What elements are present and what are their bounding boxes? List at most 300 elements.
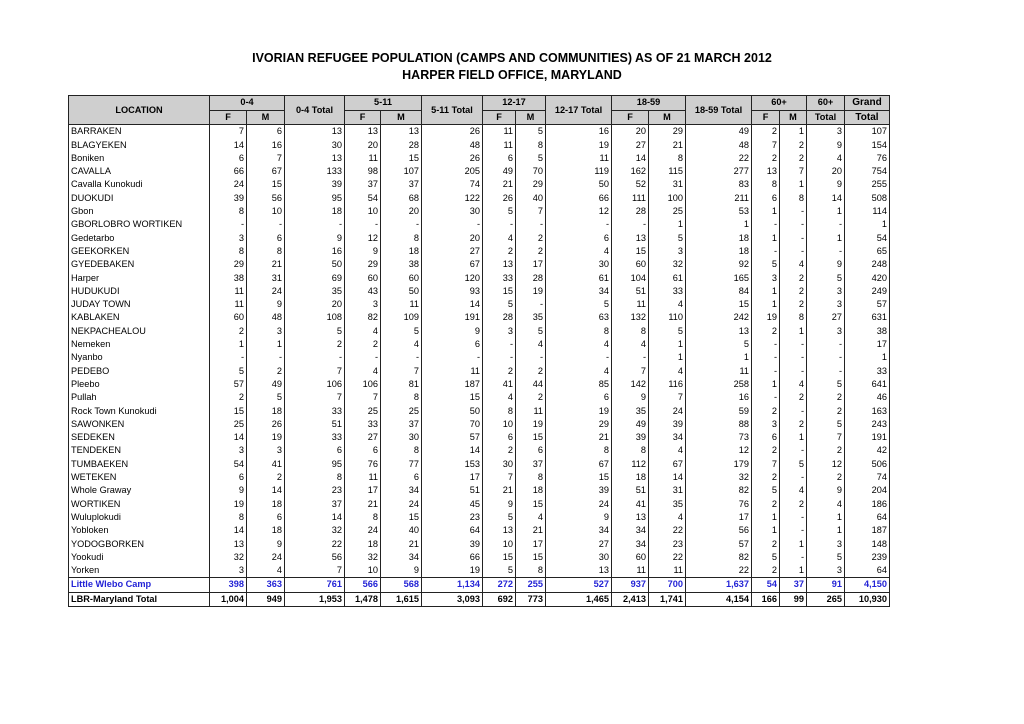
value-cell: 700 [649,578,686,592]
value-cell: 107 [845,125,890,139]
value-cell: 40 [516,192,546,205]
table-row [69,205,890,218]
value-cell: - [422,218,483,231]
value-cell: 37 [780,578,807,592]
value-cell: 8 [752,178,780,191]
value-cell: 2 [752,538,780,551]
value-cell: 2 [780,391,807,404]
value-cell: 13 [381,125,422,139]
value-cell: 508 [845,192,890,205]
location-cell: BARRAKEN [69,125,210,139]
title-line-2: HARPER FIELD OFFICE, MARYLAND [402,68,622,82]
value-cell: 56 [686,524,752,537]
value-cell: 54 [345,192,381,205]
value-cell: 26 [247,418,285,431]
value-cell: 566 [345,578,381,592]
value-cell: 641 [845,378,890,391]
value-cell: - [285,218,345,231]
value-cell: 13 [752,165,780,178]
value-cell: - [752,338,780,351]
value-cell: 773 [516,592,546,606]
value-cell: 1 [752,524,780,537]
population-table [68,95,890,607]
value-cell: 108 [285,311,345,324]
value-cell: - [752,245,780,258]
value-cell: 15 [516,498,546,511]
value-cell: 19 [210,498,247,511]
value-cell: - [381,351,422,364]
value-cell: 2 [516,232,546,245]
value-cell: 1 [752,378,780,391]
table-row [69,418,890,431]
value-cell: 1 [807,524,845,537]
header-age-5-11: 5-11 [345,96,422,111]
value-cell: 14 [247,484,285,497]
value-cell: 18 [381,245,422,258]
location-cell: TENDEKEN [69,444,210,457]
value-cell: 60 [345,272,381,285]
value-cell: 153 [422,458,483,471]
value-cell: 6 [247,125,285,139]
value-cell: 10 [483,538,516,551]
value-cell: 9 [483,498,516,511]
value-cell: 3 [247,444,285,457]
table-row [69,298,890,311]
value-cell: 4 [780,378,807,391]
value-cell: 29 [516,178,546,191]
value-cell: 5 [210,365,247,378]
value-cell: - [807,351,845,364]
value-cell: 7 [649,391,686,404]
value-cell: 42 [845,444,890,457]
value-cell: 11 [381,298,422,311]
value-cell: 28 [381,139,422,152]
value-cell: 32 [285,524,345,537]
value-cell: - [483,351,516,364]
value-cell: 14 [210,139,247,152]
value-cell: 8 [516,471,546,484]
value-cell: 37 [345,178,381,191]
value-cell: 14 [210,524,247,537]
value-cell: 34 [649,431,686,444]
value-cell: 2 [780,285,807,298]
value-cell: 5 [752,551,780,564]
location-cell: Pleebo [69,378,210,391]
value-cell: 186 [845,498,890,511]
value-cell: 116 [649,378,686,391]
value-cell: 14 [285,511,345,524]
value-cell: 119 [546,165,612,178]
value-cell: 2 [752,125,780,139]
value-cell: 24 [546,498,612,511]
value-cell: 6 [546,232,612,245]
value-cell: 18 [247,524,285,537]
value-cell: 5 [516,125,546,139]
location-cell: Nemeken [69,338,210,351]
value-cell: 3 [483,325,516,338]
value-cell: 6 [381,471,422,484]
location-cell: Rock Town Kunokudi [69,405,210,418]
value-cell: - [780,205,807,218]
value-cell: 2 [247,471,285,484]
header-grand-bottom: Total [845,111,890,125]
value-cell: 5 [807,378,845,391]
header-m: M [516,111,546,125]
value-cell: 50 [546,178,612,191]
location-cell: GYEDEBAKEN [69,258,210,271]
value-cell: 5 [483,298,516,311]
value-cell: - [516,351,546,364]
value-cell: 1 [752,511,780,524]
value-cell: 32 [345,551,381,564]
value-cell: 22 [686,564,752,578]
value-cell: 1 [780,564,807,578]
value-cell: 7 [345,391,381,404]
location-cell: WETEKEN [69,471,210,484]
value-cell: 17 [422,471,483,484]
value-cell: 22 [649,551,686,564]
table-row [69,258,890,271]
value-cell: 2,413 [612,592,649,606]
value-cell: 37 [381,418,422,431]
value-cell: - [612,218,649,231]
value-cell: 2 [483,444,516,457]
value-cell: 15 [483,551,516,564]
value-cell: 20 [381,205,422,218]
value-cell: 66 [210,165,247,178]
location-cell: Cavalla Kunokudi [69,178,210,191]
value-cell: 10,930 [845,592,890,606]
value-cell: 22 [649,524,686,537]
value-cell: 29 [210,258,247,271]
value-cell: - [780,245,807,258]
value-cell: 761 [285,578,345,592]
value-cell: 9 [247,538,285,551]
location-cell: YODOGBORKEN [69,538,210,551]
value-cell: 49 [686,125,752,139]
value-cell: 4 [516,511,546,524]
value-cell: 8 [381,391,422,404]
value-cell: 19 [247,431,285,444]
value-cell: 37 [285,498,345,511]
value-cell: 4,154 [686,592,752,606]
value-cell: 20 [807,165,845,178]
value-cell: 60 [381,272,422,285]
value-cell: 5 [483,205,516,218]
value-cell: 11 [546,152,612,165]
value-cell: 17 [516,258,546,271]
value-cell: 4 [807,498,845,511]
value-cell: - [807,338,845,351]
value-cell: 2 [516,245,546,258]
value-cell: 48 [247,311,285,324]
value-cell: 9 [612,391,649,404]
value-cell: 4 [780,484,807,497]
value-cell: 35 [649,498,686,511]
value-cell: 13 [686,325,752,338]
value-cell: 56 [247,192,285,205]
location-cell: Gedetarbo [69,232,210,245]
table-row [69,125,890,139]
value-cell: 67 [247,165,285,178]
value-cell: 6 [285,444,345,457]
location-cell: Yorken [69,564,210,578]
value-cell: 21 [345,498,381,511]
value-cell: 76 [686,498,752,511]
value-cell: 8 [612,325,649,338]
value-cell: 166 [752,592,780,606]
value-cell: 398 [210,578,247,592]
value-cell: 13 [285,125,345,139]
value-cell: 95 [285,192,345,205]
value-cell: 1,953 [285,592,345,606]
location-cell: DUOKUDI [69,192,210,205]
location-cell: Gbon [69,205,210,218]
value-cell: 21 [483,484,516,497]
value-cell: 1 [752,205,780,218]
value-cell: 4 [807,152,845,165]
value-cell: 14 [649,471,686,484]
value-cell: - [780,524,807,537]
location-cell: WORTIKEN [69,498,210,511]
value-cell: 7 [752,458,780,471]
value-cell: 163 [845,405,890,418]
header-age-12-17: 12-17 [483,96,546,111]
value-cell: 81 [381,378,422,391]
value-cell: 1 [686,218,752,231]
value-cell: 50 [422,405,483,418]
value-cell: 11 [345,471,381,484]
value-cell: 20 [422,232,483,245]
value-cell: 5 [807,551,845,564]
value-cell: 39 [422,538,483,551]
value-cell: 35 [612,405,649,418]
value-cell: 85 [546,378,612,391]
value-cell: 1 [780,178,807,191]
value-cell: 33 [285,431,345,444]
value-cell: 5 [649,325,686,338]
value-cell: 83 [686,178,752,191]
value-cell: 3 [807,564,845,578]
table-row [69,498,890,511]
value-cell: 1 [752,285,780,298]
table-row [69,139,890,152]
value-cell: - [807,245,845,258]
value-cell: 9 [807,484,845,497]
value-cell: 165 [686,272,752,285]
value-cell: 162 [612,165,649,178]
table-row [69,444,890,457]
value-cell: 41 [612,498,649,511]
value-cell: 17 [516,538,546,551]
value-cell: 204 [845,484,890,497]
value-cell: 8 [546,444,612,457]
value-cell: 26 [483,192,516,205]
value-cell: - [483,218,516,231]
value-cell: 142 [612,378,649,391]
value-cell: 9 [807,139,845,152]
location-cell: KABLAKEN [69,311,210,324]
value-cell: 21 [381,538,422,551]
value-cell: 34 [546,285,612,298]
value-cell: 49 [483,165,516,178]
header-60-total-bottom: Total [807,111,845,125]
value-cell: 54 [845,232,890,245]
value-cell: 6 [345,444,381,457]
header-5-11-total: 5-11 Total [422,96,483,125]
value-cell: 179 [686,458,752,471]
value-cell: 120 [422,272,483,285]
value-cell: 3 [807,285,845,298]
value-cell: 6 [483,152,516,165]
value-cell: 4 [546,338,612,351]
value-cell: 7 [780,165,807,178]
table-row [69,511,890,524]
value-cell: 13 [210,538,247,551]
value-cell: 3,093 [422,592,483,606]
value-cell: 3 [345,298,381,311]
value-cell: 9 [422,325,483,338]
value-cell: 17 [686,511,752,524]
location-cell: BLAGYEKEN [69,139,210,152]
value-cell: 16 [247,139,285,152]
value-cell: 115 [649,165,686,178]
value-cell: 50 [381,285,422,298]
value-cell: 5 [546,298,612,311]
value-cell: 19 [752,311,780,324]
value-cell: 67 [649,458,686,471]
value-cell: 48 [422,139,483,152]
table-row [69,431,890,444]
value-cell: 30 [546,551,612,564]
value-cell: 54 [752,578,780,592]
value-cell: 754 [845,165,890,178]
location-cell: Yookudi [69,551,210,564]
value-cell: 46 [845,391,890,404]
value-cell: 95 [285,458,345,471]
value-cell: 77 [381,458,422,471]
location-cell: SAWONKEN [69,418,210,431]
value-cell: 30 [285,139,345,152]
value-cell: 21 [483,178,516,191]
value-cell: 68 [381,192,422,205]
value-cell: - [780,338,807,351]
value-cell: 21 [247,258,285,271]
value-cell: 5 [516,325,546,338]
value-cell: 5 [649,232,686,245]
value-cell: 109 [381,311,422,324]
value-cell: 7 [285,391,345,404]
value-cell: 112 [612,458,649,471]
value-cell: 39 [612,431,649,444]
value-cell: 23 [285,484,345,497]
value-cell: 12 [807,458,845,471]
value-cell: 2 [807,471,845,484]
value-cell: 4 [381,338,422,351]
value-cell: 2 [807,405,845,418]
value-cell: 8 [247,245,285,258]
value-cell: - [780,551,807,564]
value-cell: 15 [247,178,285,191]
value-cell: 14 [807,192,845,205]
value-cell: 40 [381,524,422,537]
value-cell: 27 [612,139,649,152]
header-m: M [649,111,686,125]
value-cell: 8 [649,152,686,165]
value-cell: 2 [752,564,780,578]
value-cell: 11 [516,405,546,418]
value-cell: 1 [686,351,752,364]
value-cell: 24 [381,498,422,511]
value-cell: - [612,351,649,364]
value-cell: - [546,218,612,231]
value-cell: 19 [546,405,612,418]
value-cell: 51 [285,418,345,431]
value-cell: 74 [845,471,890,484]
table-row [69,165,890,178]
value-cell: 133 [285,165,345,178]
value-cell: 48 [686,139,752,152]
location-cell: Whole Graway [69,484,210,497]
value-cell: 242 [686,311,752,324]
value-cell: - [247,218,285,231]
table-row [69,272,890,285]
value-cell: 1 [807,232,845,245]
value-cell: 29 [546,418,612,431]
value-cell: 8 [210,511,247,524]
value-cell: 37 [381,178,422,191]
value-cell: 5 [247,391,285,404]
value-cell: 6 [516,444,546,457]
value-cell: 24 [247,551,285,564]
value-cell: 56 [285,551,345,564]
value-cell: 25 [649,205,686,218]
value-cell: 1,637 [686,578,752,592]
value-cell: 60 [612,551,649,564]
value-cell: 39 [546,484,612,497]
location-cell: GEEKORKEN [69,245,210,258]
value-cell: 2 [516,365,546,378]
value-cell: 13 [612,232,649,245]
header-60-total-top: 60+ [807,96,845,111]
value-cell: 1 [649,351,686,364]
value-cell: 1,615 [381,592,422,606]
value-cell: 25 [210,418,247,431]
value-cell: 65 [845,245,890,258]
value-cell: 255 [845,178,890,191]
value-cell: 21 [516,524,546,537]
value-cell: 27 [546,538,612,551]
value-cell: - [780,218,807,231]
value-cell: 15 [516,551,546,564]
value-cell: 22 [686,152,752,165]
value-cell: 88 [686,418,752,431]
value-cell: 9 [210,484,247,497]
value-cell: 9 [285,232,345,245]
table-row [69,285,890,298]
value-cell: - [210,218,247,231]
value-cell: 107 [381,165,422,178]
value-cell: 60 [210,311,247,324]
value-cell: 5 [807,272,845,285]
value-cell: - [752,218,780,231]
value-cell: - [780,365,807,378]
value-cell: 10 [345,564,381,578]
value-cell: 5 [483,511,516,524]
location-cell: GBORLOBRO WORTIKEN [69,218,210,231]
location-cell: JUDAY TOWN [69,298,210,311]
value-cell: 4 [345,365,381,378]
